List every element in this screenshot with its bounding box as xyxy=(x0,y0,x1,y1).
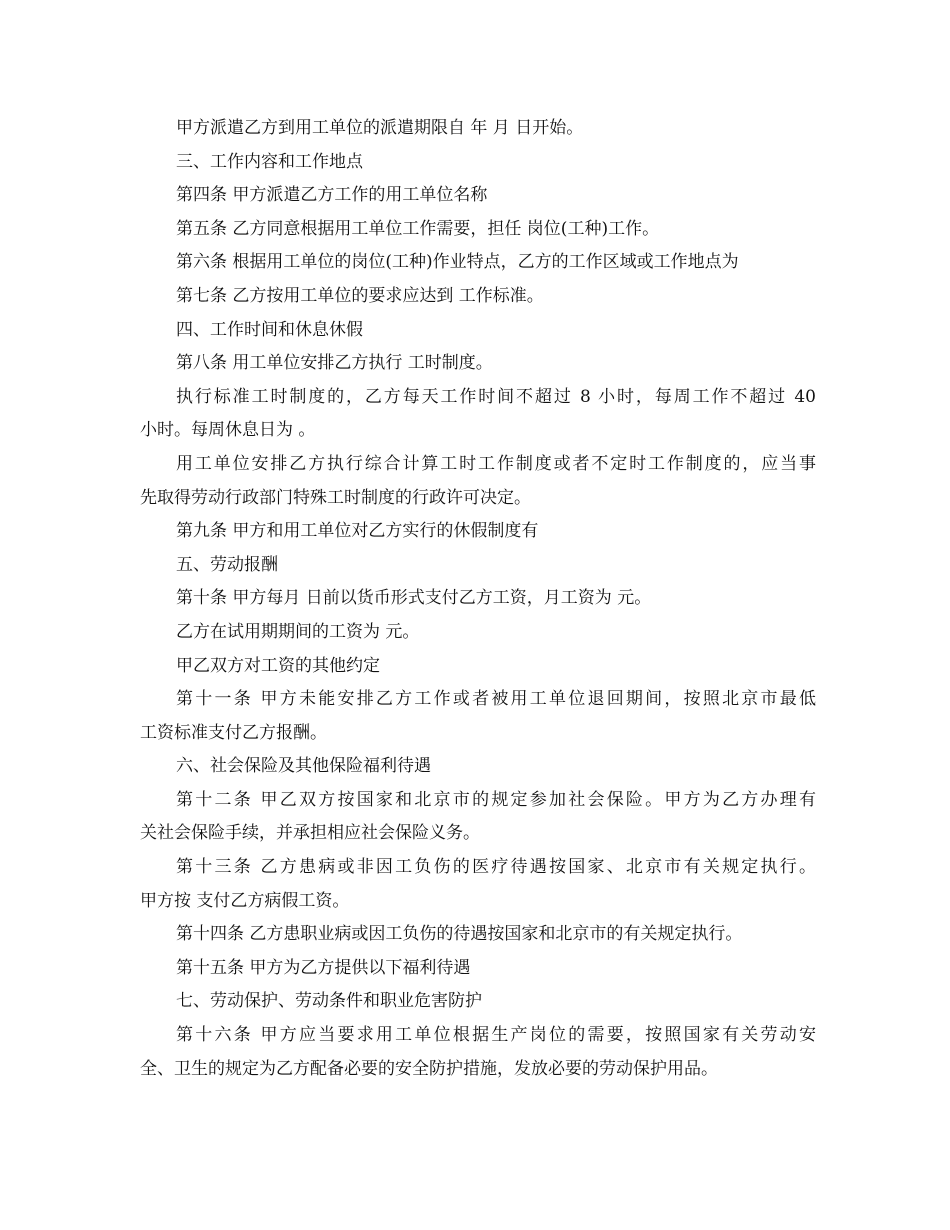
text-line: 乙方在试用期期间的工资为 元。 xyxy=(176,621,420,642)
text-line: 第九条 甲方和用工单位对乙方实行的休假制度有 xyxy=(176,521,539,542)
text-line: 小时。每周休息日为 。 xyxy=(140,420,316,441)
text-line: 第十五条 甲方为乙方提供以下福利待遇 xyxy=(176,957,471,978)
text-line: 第十三条 乙方患病或非因工负伤的医疗待遇按国家、北京市有关规定执行。 xyxy=(176,857,816,878)
text-line: 执行标准工时制度的，乙方每天工作时间不超过 8 小时，每周工作不超过 40 xyxy=(176,386,816,407)
text-line: 甲方按 支付乙方病假工资。 xyxy=(140,890,350,911)
text-line: 第十条 甲方每月 日前以货币形式支付乙方工资，月工资为 元。 xyxy=(176,588,652,609)
text-line: 甲乙双方对工资的其他约定 xyxy=(176,655,380,676)
text-line: 甲方派遣乙方到用工单位的派遣期限自 年 月 日开始。 xyxy=(176,118,584,138)
text-line: 关社会保险手续，并承担相应社会保险义务。 xyxy=(140,823,480,844)
text-line: 三、工作内容和工作地点 xyxy=(176,151,363,172)
text-line: 用工单位安排乙方执行综合计算工时工作制度或者不定时工作制度的，应当事 xyxy=(176,453,816,474)
text-line: 第十六条 甲方应当要求用工单位根据生产岗位的需要，按照国家有关劳动安 xyxy=(176,1025,816,1046)
text-line: 四、工作时间和休息休假 xyxy=(176,319,363,340)
text-line: 全、卫生的规定为乙方配备必要的安全防护措施，发放必要的劳动保护用品。 xyxy=(140,1058,718,1079)
text-line: 六、社会保险及其他保险福利待遇 xyxy=(176,756,431,777)
text-line: 工资标准支付乙方报酬。 xyxy=(140,722,327,743)
document-page xyxy=(140,112,816,1086)
text-line: 第十二条 甲乙双方按国家和北京市的规定参加社会保险。甲方为乙方办理有 xyxy=(176,789,816,810)
text-line: 五、劳动报酬 xyxy=(176,554,278,575)
text-line: 第五条 乙方同意根据用工单位工作需要，担任 岗位(工种)工作。 xyxy=(176,218,660,239)
text-line: 七、劳动保护、劳动条件和职业危害防护 xyxy=(176,991,482,1012)
text-line: 第十一条 甲方未能安排乙方工作或者被用工单位退回期间，按照北京市最低 xyxy=(176,689,816,710)
text-line: 第七条 乙方按用工单位的要求应达到 工作标准。 xyxy=(176,285,544,306)
text-line: 第六条 根据用工单位的岗位(工种)作业特点，乙方的工作区域或工作地点为 xyxy=(176,252,739,273)
text-line: 先取得劳动行政部门特殊工时制度的行政许可决定。 xyxy=(140,487,531,508)
text-line: 第四条 甲方派遣乙方工作的用工单位名称 xyxy=(176,185,488,206)
text-line: 第十四条 乙方患职业病或因工负伤的待遇按国家和北京市的有关规定执行。 xyxy=(176,924,743,945)
text-line: 第八条 用工单位安排乙方执行 工时制度。 xyxy=(176,353,493,374)
